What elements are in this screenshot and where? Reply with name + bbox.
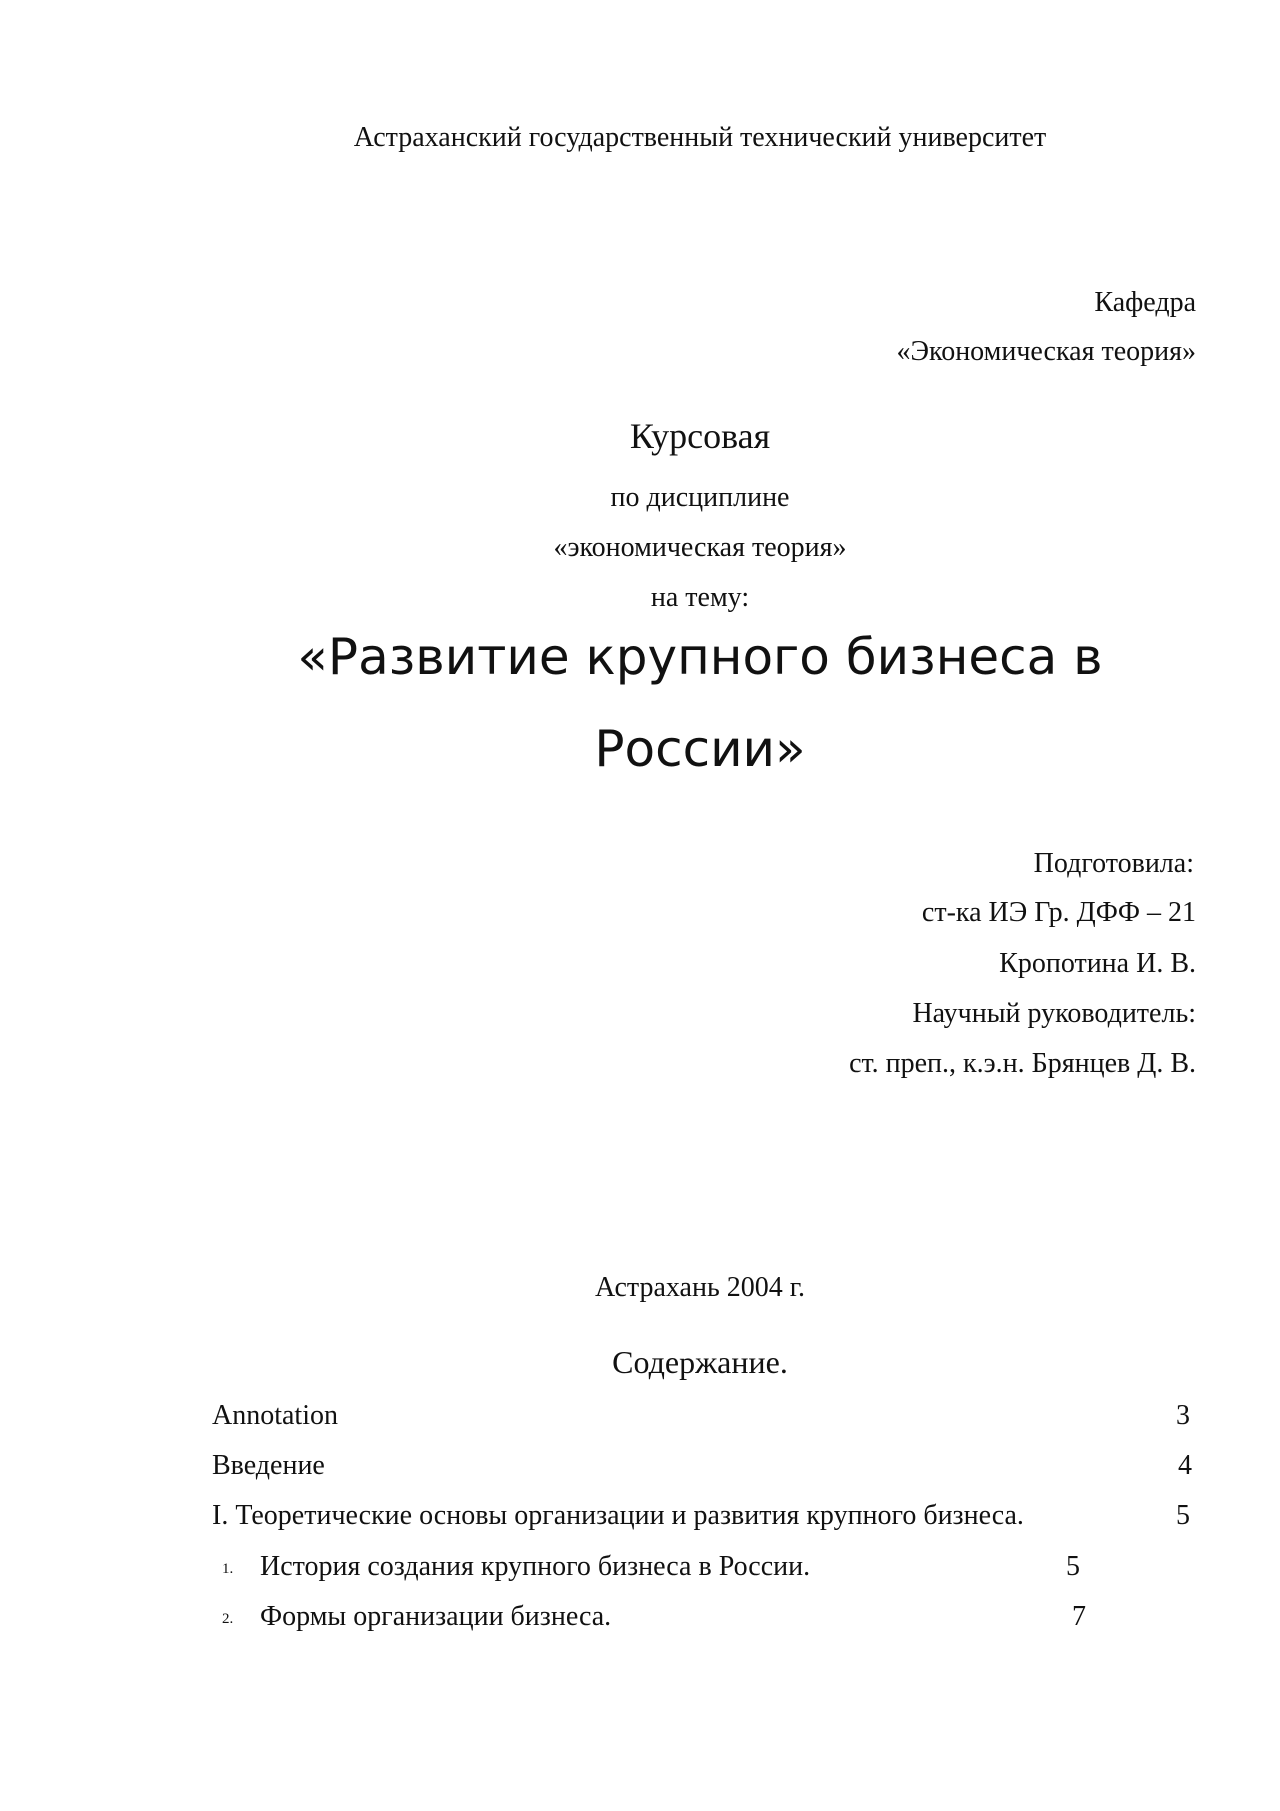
prepared-label: Подготовила:	[1033, 848, 1194, 879]
department-name: «Экономическая теория»	[896, 336, 1196, 367]
student-group: ст-ка ИЭ Гр. ДФФ – 21	[921, 897, 1196, 928]
department-label: Кафедра	[1094, 287, 1196, 318]
work-type: Курсовая	[629, 416, 771, 456]
discipline-name: «экономическая теория»	[553, 532, 847, 563]
toc-item-page: 3	[1176, 1400, 1190, 1431]
toc-subitem-page: 7	[1072, 1601, 1086, 1632]
toc-item-label: Введение	[212, 1450, 325, 1481]
university-name: Астраханский государственный технический университет	[353, 122, 1047, 153]
toc-item-label: Annotation	[212, 1400, 338, 1431]
toc-subitem-label: Формы организации бизнеса.	[260, 1601, 612, 1632]
advisor-label: Научный руководитель:	[912, 998, 1196, 1029]
toc-subitem-page: 5	[1066, 1551, 1080, 1582]
discipline-label: по дисциплине	[610, 482, 790, 513]
topic-label: на тему:	[650, 582, 750, 613]
work-title-line1: «Развитие крупного бизнеса в	[297, 628, 1103, 686]
toc-title: Содержание.	[612, 1344, 788, 1380]
toc-item-page: 5	[1176, 1500, 1190, 1531]
student-name: Кропотина И. В.	[999, 948, 1196, 979]
toc-item-label: I. Теоретические основы организации и развития крупного бизнеса.	[212, 1500, 1024, 1531]
toc-subitem-label: История создания крупного бизнеса в России.	[260, 1551, 811, 1582]
toc-item-page: 4	[1178, 1450, 1192, 1481]
city-year: Астрахань 2004 г.	[594, 1272, 806, 1303]
advisor-name: ст. преп., к.э.н. Брянцев Д. В.	[849, 1048, 1196, 1079]
toc-subitem-number: 2.	[222, 1611, 234, 1627]
work-title-line2: России»	[594, 720, 806, 778]
toc-subitem-number: 1.	[222, 1561, 234, 1577]
